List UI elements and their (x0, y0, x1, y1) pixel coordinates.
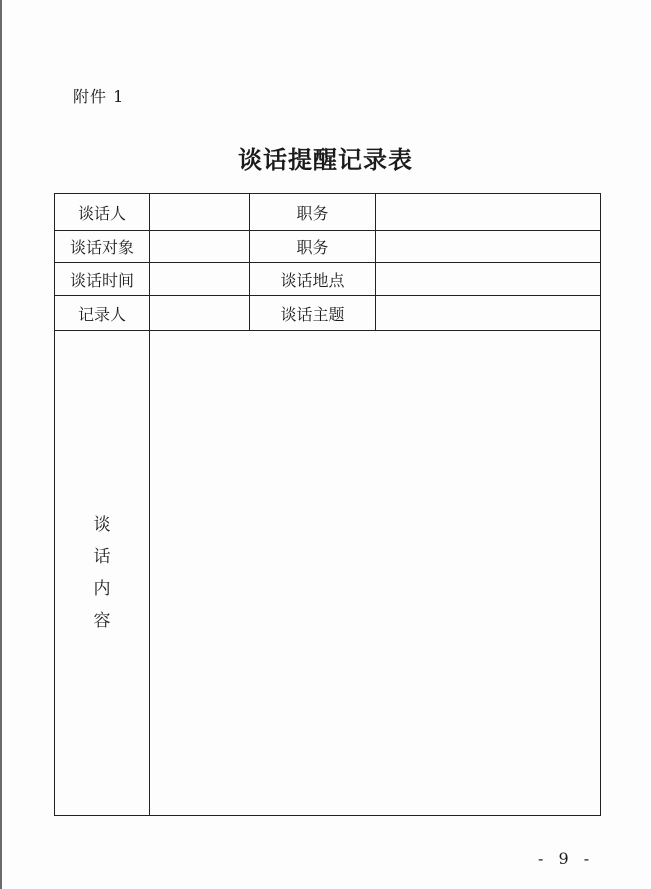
content-label-char: 话 (93, 547, 111, 567)
field-value-recorder[interactable] (150, 296, 250, 331)
field-label-topic: 谈话主题 (250, 296, 376, 331)
field-value-topic[interactable] (376, 296, 601, 331)
field-value-time[interactable] (150, 263, 250, 296)
field-label-location: 谈话地点 (250, 263, 376, 296)
table-row (55, 194, 601, 231)
field-value-speaker-position[interactable] (376, 194, 601, 231)
field-label-interviewee-position: 职务 (250, 231, 376, 263)
field-label-speaker: 谈话人 (55, 194, 150, 231)
field-label-speaker-position: 职务 (250, 194, 376, 231)
table-row (55, 296, 601, 331)
table-row (55, 263, 601, 296)
field-value-location[interactable] (376, 263, 601, 296)
field-value-content[interactable] (150, 331, 601, 816)
field-label-content (55, 331, 150, 816)
field-label-time: 谈话时间 (55, 263, 150, 296)
record-form-table (54, 193, 601, 816)
field-value-interviewee-position[interactable] (376, 231, 601, 263)
field-value-speaker[interactable] (150, 194, 250, 231)
table-row (55, 231, 601, 263)
scan-edge-line (0, 0, 2, 889)
field-label-interviewee: 谈话对象 (55, 231, 150, 263)
content-row (55, 331, 601, 816)
page-number: - 9 - (538, 849, 595, 868)
content-label-char: 容 (93, 611, 111, 631)
field-value-interviewee[interactable] (150, 231, 250, 263)
form-title: 谈话提醒记录表 (238, 145, 413, 174)
content-label-char: 谈 (93, 515, 111, 535)
attachment-label: 附件 1 (73, 87, 125, 106)
content-label-char: 内 (93, 579, 111, 599)
vertical-content-label (92, 509, 112, 637)
field-label-recorder: 记录人 (55, 296, 150, 331)
